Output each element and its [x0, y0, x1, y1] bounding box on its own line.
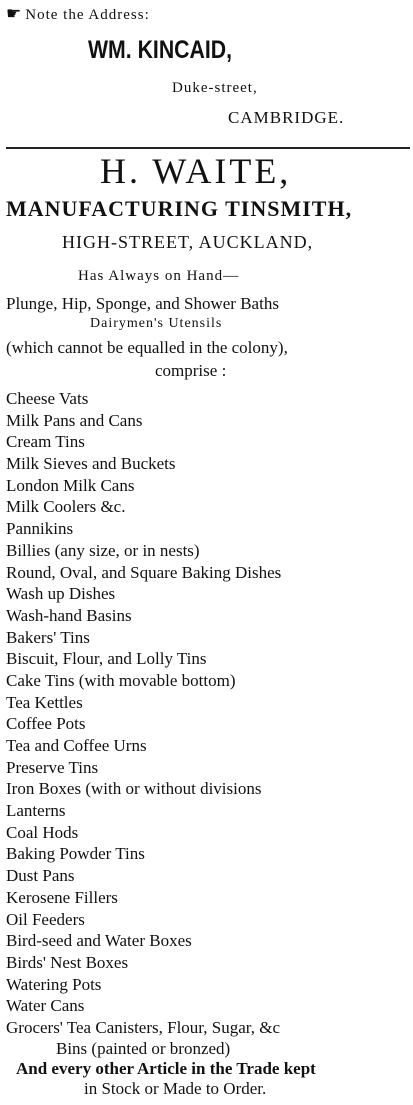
- product-item: Milk Sieves and Buckets: [6, 454, 176, 474]
- waite-name: H. WAITE,: [100, 151, 292, 191]
- bins-line: Bins (painted or bronzed): [56, 1039, 231, 1058]
- product-item: Preserve Tins: [6, 757, 99, 777]
- product-item: Billies (any size, or in nests): [6, 540, 200, 560]
- divider-rule: [6, 147, 410, 149]
- product-item: London Milk Cans: [6, 475, 135, 495]
- product-item: Grocers' Tea Canisters, Flour, Sugar, &c: [6, 1017, 281, 1037]
- product-item: Milk Pans and Cans: [6, 410, 143, 430]
- product-item: Cream Tins: [6, 432, 85, 452]
- product-item: Bird-seed and Water Boxes: [6, 931, 192, 951]
- baths-line: Plunge, Hip, Sponge, and Shower Baths: [6, 294, 279, 313]
- pointing-hand-icon: ☛: [6, 4, 23, 23]
- kincaid-street: Duke-street,: [172, 80, 258, 96]
- product-item: Water Cans: [6, 996, 85, 1016]
- product-item: Oil Feeders: [6, 909, 85, 929]
- product-item: Dust Pans: [6, 866, 75, 886]
- product-item: Tea Kettles: [6, 692, 83, 712]
- has-always-heading: Has Always on Hand—: [78, 268, 240, 284]
- notice-text: Note the Address:: [25, 7, 150, 23]
- product-item: Watering Pots: [6, 974, 102, 994]
- waite-address: HIGH-STREET, AUCKLAND,: [62, 232, 314, 252]
- product-item: Cheese Vats: [6, 389, 89, 408]
- product-item: Wash-hand Basins: [6, 605, 132, 625]
- product-item: Baking Powder Tins: [6, 844, 145, 864]
- kincaid-city: CAMBRIDGE.: [228, 108, 345, 127]
- product-item: Tea and Coffee Urns: [6, 736, 147, 755]
- stock-line: in Stock or Made to Order.: [84, 1079, 267, 1098]
- dairy-heading: Dairymen's Utensils: [90, 316, 223, 331]
- comprise-line: comprise :: [155, 361, 227, 380]
- product-item: Coal Hods: [6, 822, 79, 842]
- product-item: Pannikins: [6, 519, 74, 539]
- product-item: Biscuit, Flour, and Lolly Tins: [6, 649, 207, 669]
- colony-note: (which cannot be equalled in the colony),: [6, 338, 288, 357]
- product-item: Coffee Pots: [6, 714, 86, 734]
- product-item: Bakers' Tins: [6, 627, 90, 647]
- product-item: Round, Oval, and Square Baking Dishes: [6, 562, 282, 582]
- kincaid-name: WM. KINCAID,: [88, 36, 233, 64]
- product-item: Milk Coolers &c.: [6, 497, 126, 517]
- product-list: [6, 388, 281, 1039]
- product-item: Cake Tins (with movable bottom): [6, 670, 236, 690]
- product-item: Kerosene Fillers: [6, 887, 118, 907]
- product-item: Iron Boxes (with or without divisions: [6, 779, 262, 799]
- product-item: Lanterns: [6, 801, 66, 821]
- every-other-line: And every other Article in the Trade kept: [16, 1059, 316, 1078]
- address-notice: [6, 4, 150, 24]
- product-item: Wash up Dishes: [6, 584, 116, 604]
- waite-trade: MANUFACTURING TINSMITH,: [6, 196, 353, 221]
- product-item: Birds' Nest Boxes: [6, 952, 129, 972]
